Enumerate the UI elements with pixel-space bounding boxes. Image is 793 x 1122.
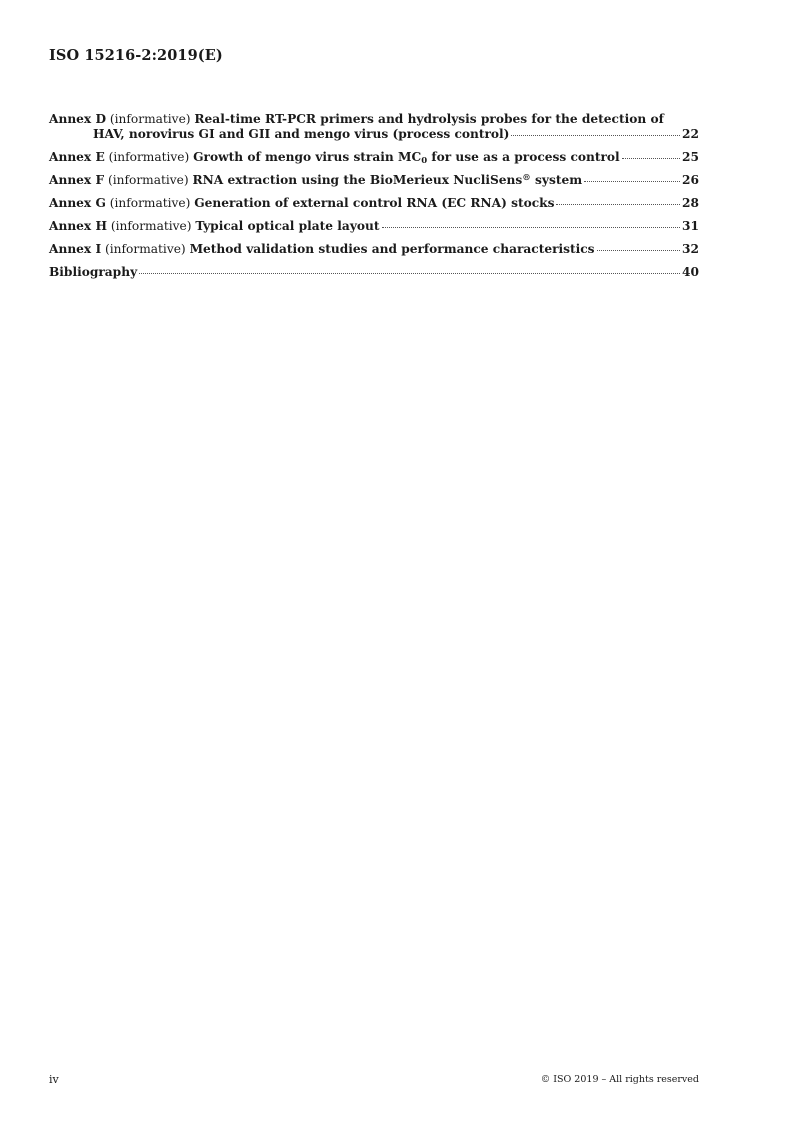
annex-type: (informative) xyxy=(108,150,190,164)
dot-leader xyxy=(556,203,680,205)
registered-mark: ® xyxy=(522,173,531,183)
annex-title: Method validation studies and performance characteristics xyxy=(189,242,595,256)
toc-entry-annex-d-line1 xyxy=(49,112,699,127)
annex-type: (informative) xyxy=(109,196,191,210)
table-of-contents xyxy=(49,112,699,288)
document-id: ISO 15216-2:2019(E) xyxy=(49,47,223,64)
page-number: 31 xyxy=(682,219,699,233)
toc-entry-annex-f[interactable] xyxy=(49,173,699,188)
toc-entry-annex-h[interactable] xyxy=(49,219,699,234)
annex-type: (informative) xyxy=(107,173,189,187)
annex-label: Annex I xyxy=(49,242,102,256)
toc-entry-bibliography[interactable] xyxy=(49,265,699,280)
page-number: 25 xyxy=(682,150,699,164)
annex-label: Annex E xyxy=(49,150,105,164)
annex-label: Annex F xyxy=(49,173,105,187)
annex-title: Generation of external control RNA (EC RNA) stocks xyxy=(194,196,555,210)
annex-type: (informative) xyxy=(105,242,186,256)
page-number: 32 xyxy=(682,242,699,256)
toc-entry-annex-d-line2 xyxy=(49,127,699,142)
dot-leader xyxy=(139,272,680,274)
dot-leader xyxy=(382,226,681,228)
annex-label: Annex H xyxy=(49,219,107,233)
bibliography-title: Bibliography xyxy=(49,265,138,279)
annex-title: RNA extraction using the BioMerieux NucliSens® system xyxy=(192,173,583,187)
annex-title: Real-time RT-PCR primers and hydrolysis probes for the detection of xyxy=(194,112,664,126)
toc-entry-annex-g[interactable] xyxy=(49,196,699,211)
page-number: 40 xyxy=(682,265,699,279)
annex-type: (informative) xyxy=(109,112,191,126)
dot-leader xyxy=(511,134,680,136)
subscript: 0 xyxy=(421,156,428,166)
annex-title: Growth of mengo virus strain $MC_0$ for use as a process control xyxy=(193,150,620,166)
toc-entry-annex-d[interactable] xyxy=(49,112,699,142)
annex-label: Annex D xyxy=(49,112,107,126)
dot-leader xyxy=(622,157,680,159)
footer-page-number: iv xyxy=(49,1073,59,1086)
annex-title: Typical optical plate layout xyxy=(195,219,380,233)
annex-label: Annex G xyxy=(49,196,106,210)
annex-type: (informative) xyxy=(110,219,192,233)
page-number: 22 xyxy=(682,127,699,141)
toc-entry-annex-e[interactable] xyxy=(49,150,699,165)
annex-title-continued: HAV, norovirus GI and GII and mengo virus (process control) xyxy=(93,127,510,141)
page-number: 28 xyxy=(682,196,699,210)
footer-copyright: © ISO 2019 – All rights reserved xyxy=(540,1074,699,1085)
toc-entry-annex-i[interactable] xyxy=(49,242,699,257)
page-number: 26 xyxy=(682,173,699,187)
dot-leader xyxy=(584,180,680,182)
dot-leader xyxy=(597,249,680,251)
